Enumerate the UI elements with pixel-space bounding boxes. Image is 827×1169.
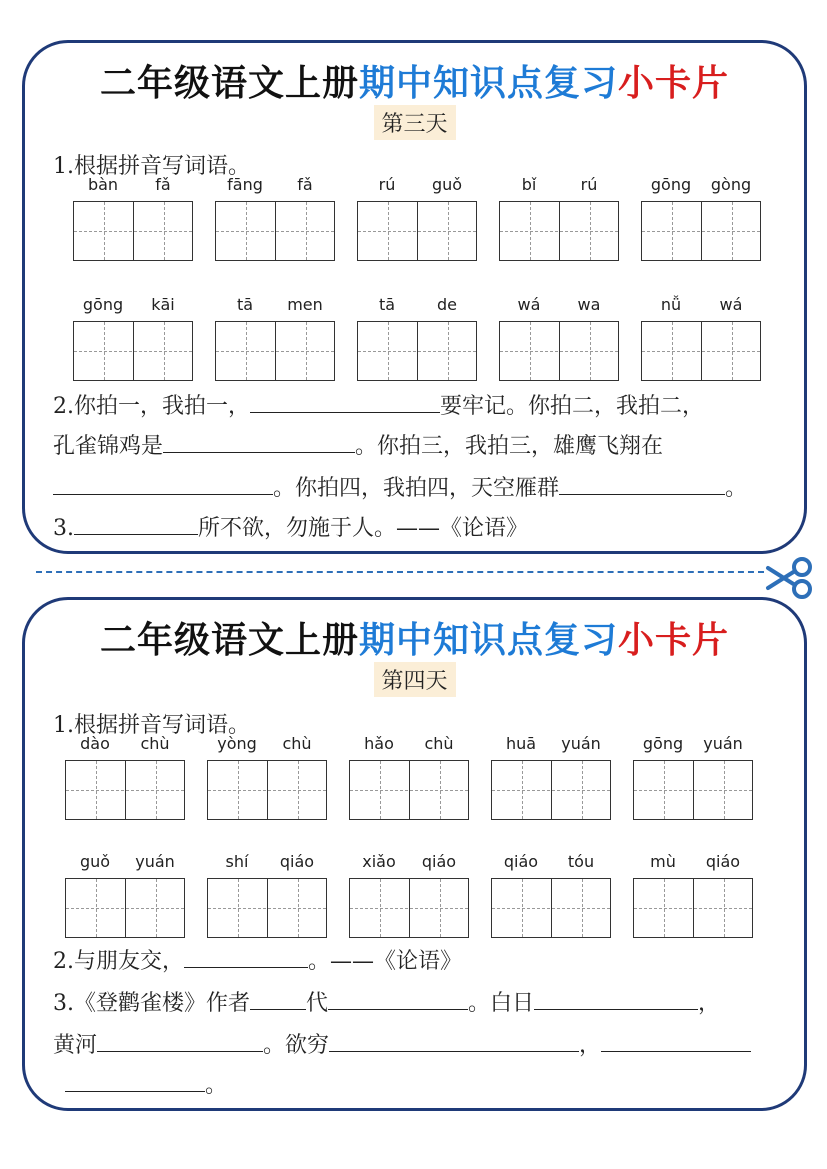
tianzige-writing-grid[interactable]	[65, 760, 185, 820]
tianzige-writing-grid[interactable]	[357, 321, 477, 381]
question-3-line-1	[53, 986, 720, 1017]
day-label: 第三天	[373, 105, 455, 140]
pinyin-label: fǎ	[155, 175, 171, 194]
pinyin-label: wá	[719, 295, 743, 314]
review-card-day4	[22, 597, 807, 1111]
q3-text-g: ，	[579, 1033, 602, 1058]
tianzige-writing-grid[interactable]	[207, 878, 327, 938]
pinyin-label: guǒ	[431, 175, 463, 194]
tianzige-writing-grid[interactable]	[73, 321, 193, 381]
pinyin-label: qiáo	[503, 852, 539, 871]
pinyin-label: guǒ	[79, 852, 111, 871]
tianzige-writing-grid[interactable]	[499, 321, 619, 381]
pinyin-label: shí	[225, 852, 249, 871]
answer-blank[interactable]	[74, 514, 198, 535]
review-card-day3	[22, 40, 807, 554]
tianzige-writing-grid[interactable]	[641, 201, 761, 261]
q3-text-e: 黄河	[53, 1033, 98, 1058]
pinyin-label: men	[287, 295, 323, 314]
q3-text-f: 。欲穷	[263, 1033, 330, 1058]
pinyin-label: rú	[580, 175, 598, 194]
question-1-label: 1.根据拼音写词语。	[53, 713, 250, 738]
tianzige-writing-grid[interactable]	[349, 760, 469, 820]
q3-text-a: 3.《登鹳雀楼》作者	[53, 991, 250, 1016]
tianzige-writing-grid[interactable]	[633, 760, 753, 820]
q3-text-b: 代	[306, 991, 329, 1016]
pinyin-label: chù	[282, 734, 312, 753]
cut-line	[36, 571, 764, 573]
question-2	[53, 944, 462, 975]
question-3-line-2	[53, 1028, 751, 1059]
q2-text-f: 。	[725, 476, 748, 501]
answer-blank[interactable]	[250, 989, 306, 1010]
q2-text-c: 孔雀锦鸡是	[53, 434, 164, 459]
tianzige-writing-grid[interactable]	[491, 878, 611, 938]
title-part-blue: 期中知识点复习	[358, 63, 618, 104]
answer-blank[interactable]	[65, 1071, 205, 1092]
tianzige-writing-grid[interactable]	[641, 321, 761, 381]
pinyin-label: tóu	[567, 852, 595, 871]
pinyin-label: yuán	[561, 734, 601, 753]
pinyin-label: mù	[650, 852, 676, 871]
pinyin-label: gōng	[82, 295, 124, 314]
tianzige-writing-grid[interactable]	[491, 760, 611, 820]
tianzige-writing-grid[interactable]	[349, 878, 469, 938]
tianzige-writing-grid[interactable]	[499, 201, 619, 261]
scissors-icon	[764, 556, 816, 600]
answer-blank[interactable]	[601, 1031, 751, 1052]
answer-blank[interactable]	[250, 392, 440, 413]
q3-text-a: 3.	[53, 516, 74, 541]
title-part-black: 二年级语文上册	[99, 620, 359, 661]
pinyin-label: gōng	[642, 734, 684, 753]
question-2-line-2	[53, 429, 663, 460]
tianzige-writing-grid[interactable]	[65, 878, 185, 938]
pinyin-label: gòng	[710, 175, 752, 194]
pinyin-label: qiáo	[705, 852, 741, 871]
question-2-line-1	[53, 389, 704, 420]
pinyin-label: bàn	[87, 175, 119, 194]
answer-blank[interactable]	[53, 474, 273, 495]
question-2-line-3	[53, 471, 747, 502]
pinyin-label: yuán	[135, 852, 175, 871]
pinyin-label: huā	[505, 734, 537, 753]
answer-blank[interactable]	[163, 432, 355, 453]
pinyin-label: nǚ	[660, 295, 682, 314]
pinyin-label: qiáo	[279, 852, 315, 871]
answer-blank[interactable]	[328, 989, 468, 1010]
tianzige-writing-grid[interactable]	[357, 201, 477, 261]
pinyin-label: chù	[424, 734, 454, 753]
pinyin-label: xiǎo	[362, 852, 396, 871]
question-3	[53, 511, 528, 542]
question-1-label: 1.根据拼音写词语。	[53, 154, 250, 179]
question-3-line-3	[65, 1068, 227, 1099]
pinyin-label: tā	[378, 295, 396, 314]
pinyin-label: qiáo	[421, 852, 457, 871]
answer-blank[interactable]	[329, 1031, 579, 1052]
tianzige-writing-grid[interactable]	[207, 760, 327, 820]
pinyin-label: chù	[140, 734, 170, 753]
q3-text-d: ，	[698, 991, 721, 1016]
tianzige-writing-grid[interactable]	[215, 201, 335, 261]
q3-text-c: 。白日	[468, 991, 535, 1016]
answer-blank[interactable]	[184, 947, 308, 968]
tianzige-writing-grid[interactable]	[73, 201, 193, 261]
q2-text-a: 2.与朋友交，	[53, 949, 184, 974]
card-title	[25, 55, 804, 106]
card-title	[25, 612, 804, 663]
pinyin-label: tā	[236, 295, 254, 314]
pinyin-label: yuán	[703, 734, 743, 753]
pinyin-label: dào	[80, 734, 110, 753]
pinyin-label: rú	[378, 175, 396, 194]
pinyin-label: fāng	[227, 175, 263, 194]
answer-blank[interactable]	[97, 1031, 263, 1052]
title-part-red: 小卡片	[618, 620, 730, 661]
title-part-black: 二年级语文上册	[99, 63, 359, 104]
q2-text-b: 要牢记。你拍二，我拍二，	[440, 394, 705, 419]
title-part-blue: 期中知识点复习	[358, 620, 618, 661]
pinyin-label: yòng	[217, 734, 257, 753]
pinyin-label: de	[437, 295, 457, 314]
q3-text-b: 所不欲，勿施于人。——《论语》	[198, 516, 529, 541]
tianzige-writing-grid[interactable]	[215, 321, 335, 381]
pinyin-label: kāi	[151, 295, 175, 314]
q2-text-b: 。——《论语》	[308, 949, 463, 974]
pinyin-label: fǎ	[297, 175, 313, 194]
pinyin-label: hǎo	[364, 734, 394, 753]
q2-text-e: 。你拍四，我拍四，天空雁群	[273, 476, 560, 501]
pinyin-label: gōng	[650, 175, 692, 194]
answer-blank[interactable]	[534, 989, 698, 1010]
q2-text-a: 2.你拍一，我拍一，	[53, 394, 250, 419]
tianzige-writing-grid[interactable]	[633, 878, 753, 938]
day-label: 第四天	[373, 662, 455, 697]
q3-text-h: 。	[205, 1073, 228, 1098]
pinyin-label: wa	[577, 295, 601, 314]
q2-text-d: 。你拍三，我拍三，雄鹰飞翔在	[355, 434, 664, 459]
answer-blank[interactable]	[559, 474, 725, 495]
pinyin-label: wá	[517, 295, 541, 314]
title-part-red: 小卡片	[618, 63, 730, 104]
pinyin-label: bǐ	[521, 175, 537, 194]
